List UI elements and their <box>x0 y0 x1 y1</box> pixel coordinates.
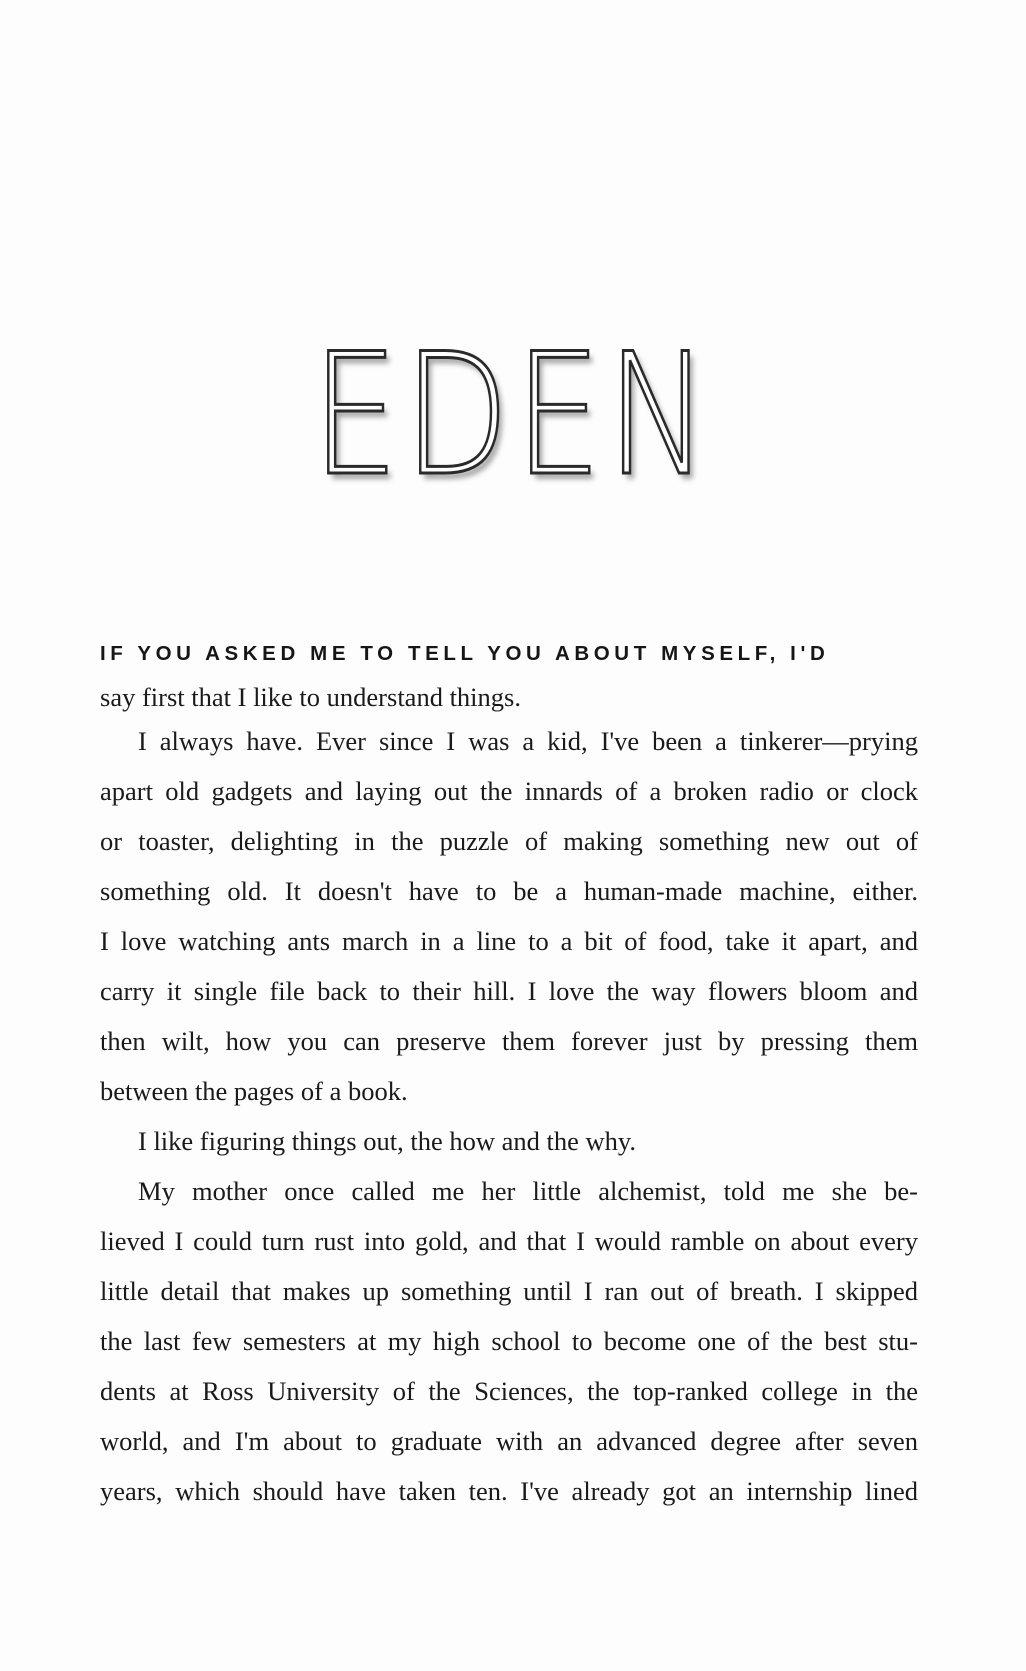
text-line: dents at Ross University of the Sciences, the top-ranked college in the <box>100 1376 918 1406</box>
chapter-body <box>100 640 918 1516</box>
chapter-title: EDEN <box>311 317 715 513</box>
text-line: the last few semesters at my high school to become one of the best stu- <box>100 1326 918 1356</box>
text-line: world, and I'm about to graduate with an advanced degree after seven <box>100 1426 918 1456</box>
text-line: years, which should have taken ten. I've already got an internship lined <box>100 1476 918 1506</box>
text-line: something old. It doesn't have to be a human-made machine, either. <box>100 876 918 906</box>
opening-small-caps: IF YOU ASKED ME TO TELL YOU ABOUT MYSELF, I'D <box>100 642 830 665</box>
text-line: little detail that makes up something until I ran out of breath. I skipped <box>100 1276 918 1306</box>
text-line: I like figuring things out, the how and the why. <box>138 1126 637 1156</box>
text-line: between the pages of a book. <box>100 1076 408 1106</box>
text-line: say first that I like to understand things. <box>100 682 521 712</box>
text-line: apart old gadgets and laying out the innards of a broken radio or clock <box>100 776 918 806</box>
text-line: I always have. Ever since I was a kid, I've been a tinkerer—prying <box>138 726 918 756</box>
text-line: My mother once called me her little alchemist, told me she be- <box>138 1176 918 1206</box>
text-line: or toaster, delighting in the puzzle of making something new out of <box>100 826 918 856</box>
text-line: lieved I could turn rust into gold, and that I would ramble on about every <box>100 1226 918 1256</box>
text-line: then wilt, how you can preserve them forever just by pressing them <box>100 1026 918 1056</box>
text-line: I love watching ants march in a line to a bit of food, take it apart, and <box>100 926 918 956</box>
text-line: carry it single file back to their hill. I love the way flowers bloom and <box>100 976 918 1006</box>
